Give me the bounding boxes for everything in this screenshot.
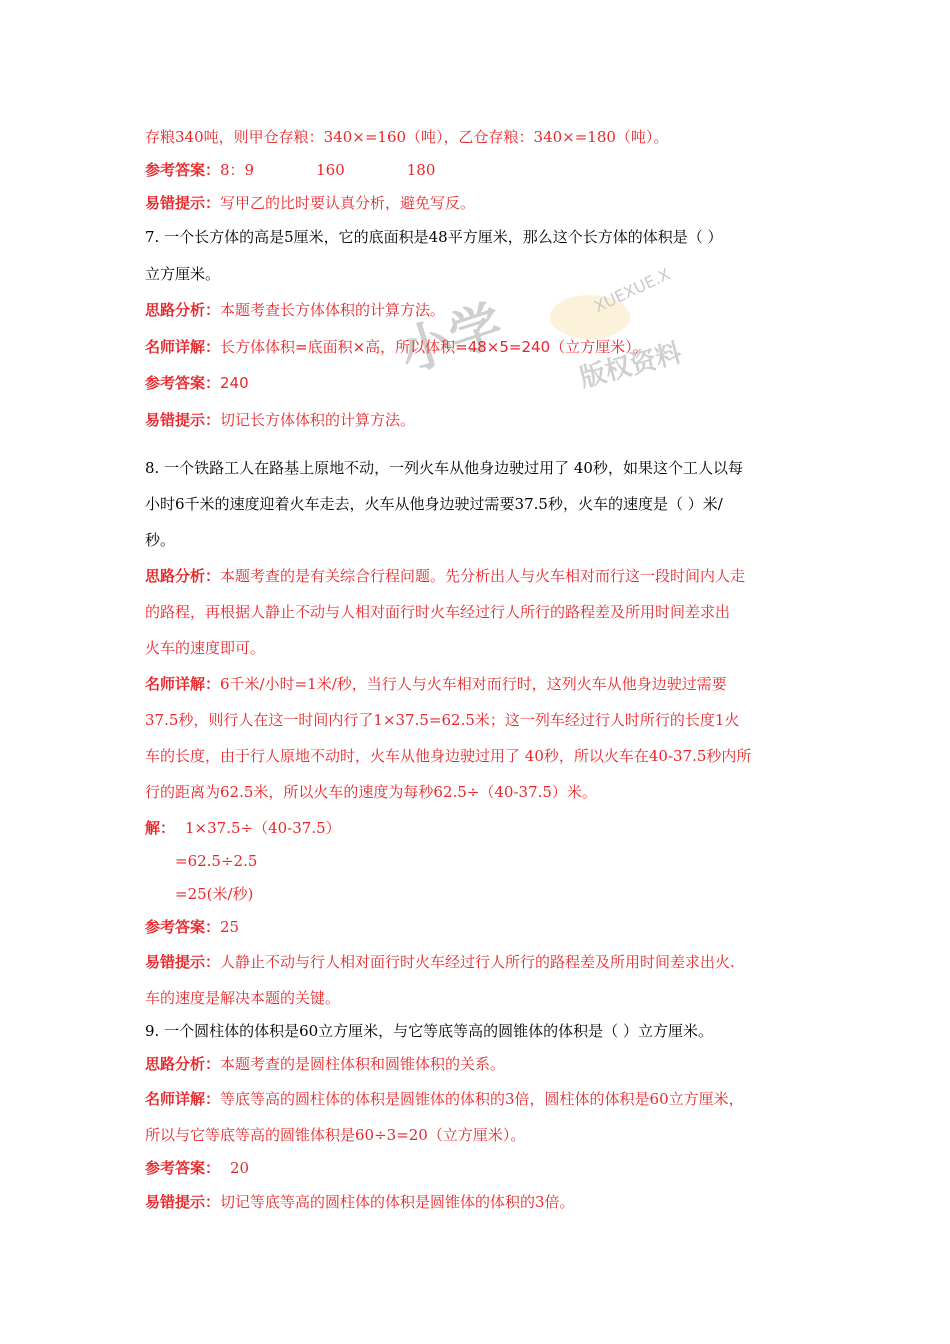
watermark-logo (390, 262, 710, 402)
line-23: 参考答案：25 (145, 918, 240, 936)
line-14: 的路程，再根据人静止不动与人相对面行时火车经过行人所行的路程差及所用时间差求出 (145, 603, 731, 621)
line-15: 火车的速度即可。 (145, 639, 266, 657)
line-27: 思路分析：本题考查的是圆柱体积和圆锥体积的关系。 (145, 1055, 506, 1073)
line-07: 名师详解：长方体体积=底面积×高，所以体积=48×5=240（立方厘米）。 (145, 338, 648, 356)
line-25: 车的速度是解决本题的关键。 (145, 989, 341, 1007)
line-29: 所以与它等底等高的圆锥体积是60÷3=20（立方厘米）。 (145, 1126, 526, 1144)
line-17: 37.5秒，则行人在这一时间内行了1×37.5=62.5米；这一列车经过行人时所行的长度1火 (145, 711, 740, 729)
line-03: 易错提示：写甲乙的比时要认真分析，避免写反。 (145, 194, 476, 212)
line-02: 参考答案：8：9 160 180 (145, 161, 436, 179)
line-30: 参考答案： 20 (145, 1159, 250, 1177)
line-08: 参考答案：240 (145, 374, 249, 392)
question-8-cont-2: 秒。 (145, 531, 176, 549)
question-8-cont-1: 小时6千米的速度迎着火车走去，火车从他身边驶过需要37.5秒，火车的速度是（ ）米/ (145, 495, 723, 513)
question-7: 7. 一个长方体的高是5厘米，它的底面积是48平方厘米，那么这个长方体的体积是（ ） (145, 228, 723, 246)
line-01: 存粮340吨，则甲仓存粮：340×=160（吨），乙仓存粮：340×=180（吨）。 (145, 128, 669, 146)
line-31: 易错提示：切记等底等高的圆柱体的体积是圆锥体的体积的3倍。 (145, 1193, 575, 1211)
question-9: 9. 一个圆柱体的体积是60立方厘米，与它等底等高的圆锥体的体积是（ ）立方厘米。 (145, 1022, 713, 1040)
watermark-text-en: XUEXUE.X (591, 264, 673, 317)
question-7-cont: 立方厘米。 (145, 265, 221, 283)
watermark-text-rights: 版权资料 (576, 338, 685, 394)
line-13: 思路分析：本题考查的是有关综合行程问题。先分析出人与火车相对而行这一段时间内人走 (145, 567, 746, 585)
solution-line-2: =62.5÷2.5 (175, 852, 258, 870)
line-18: 车的长度，由于行人原地不动时，火车从他身边驶过用了 40秒，所以火车在40-37.5秒内所 (145, 747, 752, 765)
question-8: 8. 一个铁路工人在路基上原地不动，一列火车从他身边驶过用了 40秒，如果这个工人以每 (145, 459, 743, 477)
line-06: 思路分析：本题考查长方体体积的计算方法。 (145, 301, 446, 319)
solution-line-1: 解： 1×37.5÷（40-37.5） (145, 819, 341, 837)
watermark-text-cn: 小学 (392, 294, 511, 385)
line-09: 易错提示：切记长方体体积的计算方法。 (145, 411, 416, 429)
line-28: 名师详解：等底等高的圆柱体的体积是圆锥体的体积的3倍，圆柱体的体积是60立方厘米， (145, 1090, 744, 1108)
line-24: 易错提示：人静止不动与行人相对面行时火车经过行人所行的路程差及所用时间差求出火. (145, 953, 735, 971)
line-16: 名师详解：6千米/小时=1米/秒，当行人与火车相对而行时，这列火车从他身边驶过需要 (145, 675, 727, 693)
solution-line-3: =25(米/秒) (175, 885, 254, 903)
line-19: 行的距离为62.5米，所以火车的速度为每秒62.5÷（40-37.5）米。 (145, 783, 597, 801)
